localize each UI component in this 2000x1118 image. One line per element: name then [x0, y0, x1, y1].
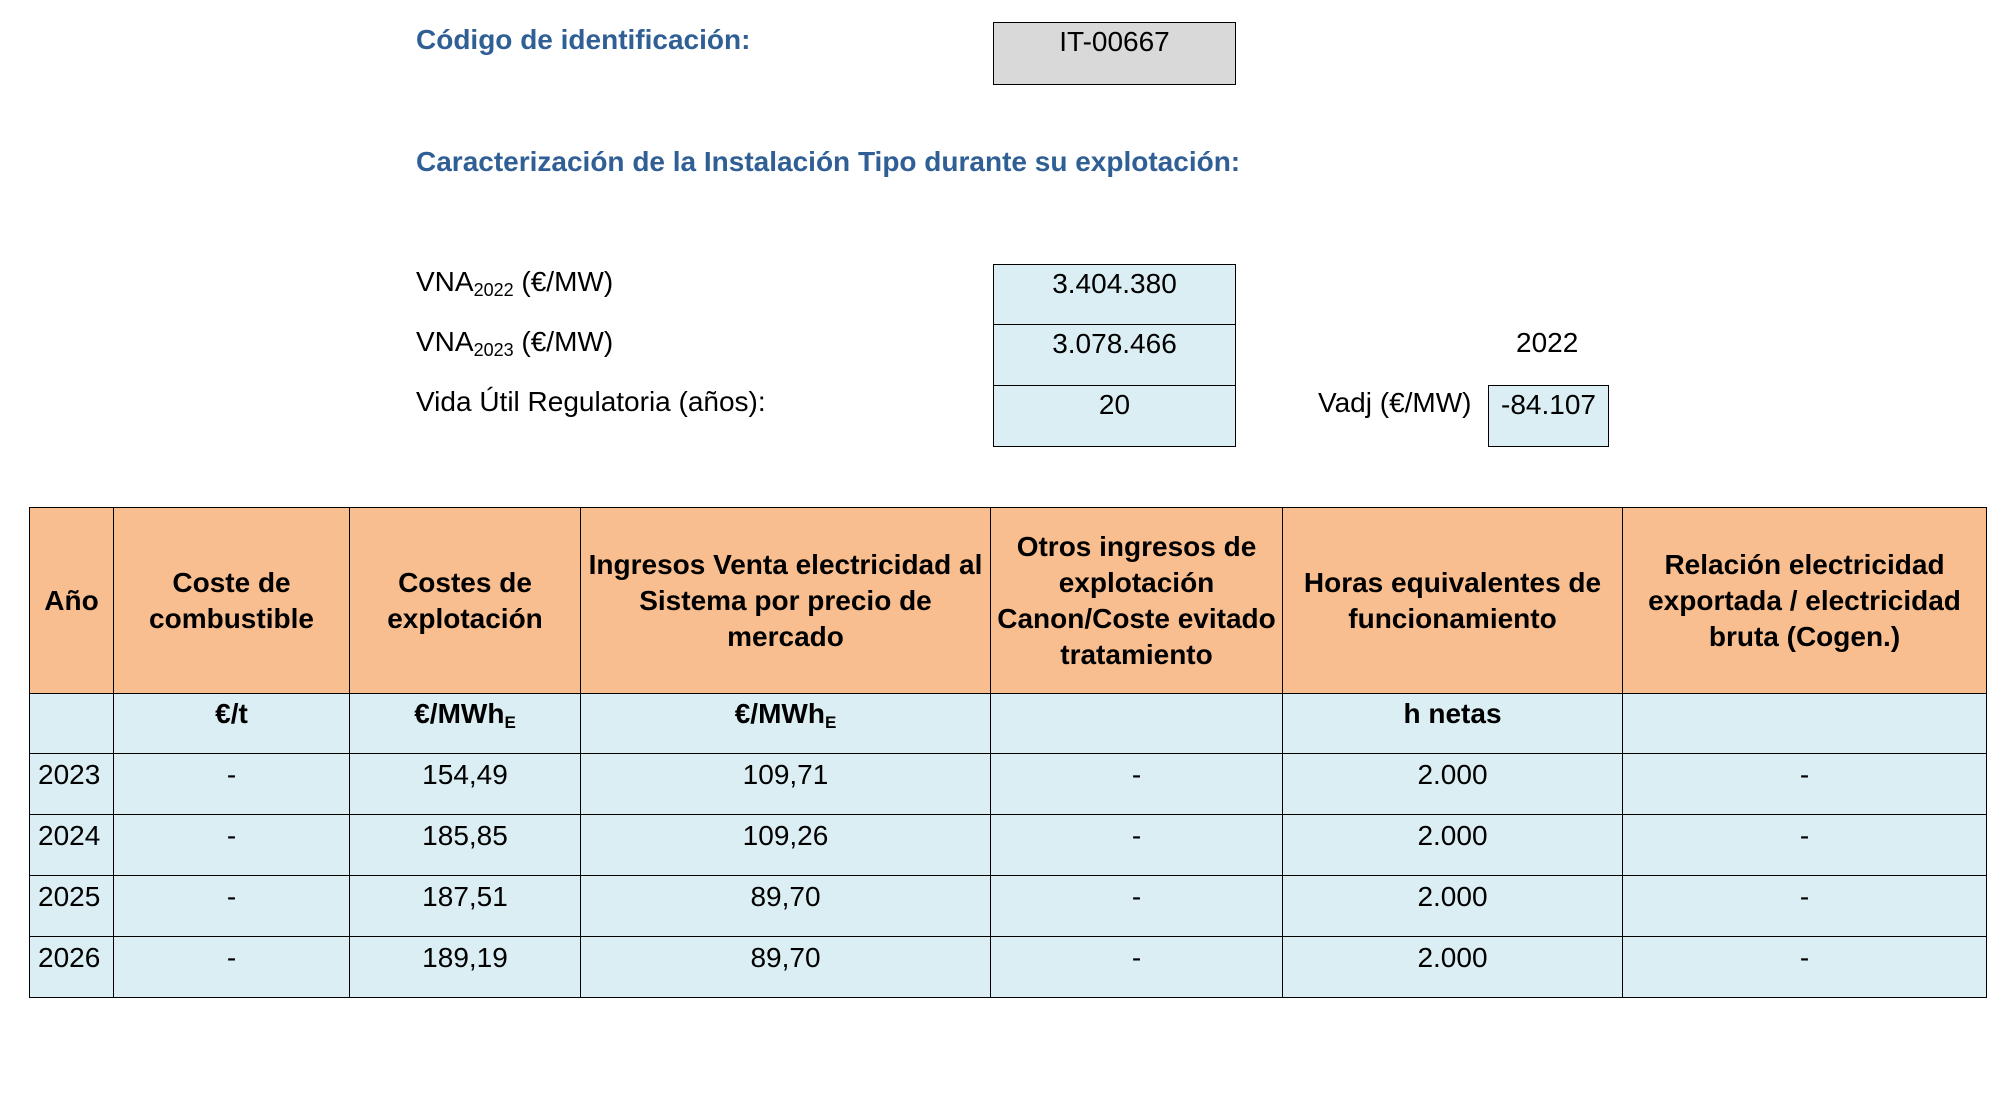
table-cell[interactable]: 154,49	[350, 754, 581, 815]
vna2022-label-sub: 2022	[473, 280, 514, 300]
id-label: Código de identificación:	[416, 24, 751, 55]
table-cell[interactable]: 89,70	[581, 937, 991, 998]
table-cell[interactable]: 189,19	[350, 937, 581, 998]
table-cell[interactable]: -	[991, 754, 1283, 815]
vida-util-label: Vida Útil Regulatoria (años):	[416, 386, 766, 417]
table-cell[interactable]: -	[114, 815, 350, 876]
table-cell[interactable]: -	[991, 815, 1283, 876]
table-cell[interactable]: 2.000	[1283, 876, 1623, 937]
unit-cell	[30, 694, 114, 754]
table-cell[interactable]: -	[991, 937, 1283, 998]
table-cell[interactable]: 2.000	[1283, 754, 1623, 815]
section-title: Caracterización de la Instalación Tipo durante su explotación:	[416, 146, 1241, 177]
year-cell[interactable]: 2025	[30, 876, 114, 937]
table-cell[interactable]: 109,71	[581, 754, 991, 815]
vna2022-value-cell[interactable]: 3.404.380	[993, 264, 1236, 326]
table-cell[interactable]: -	[1623, 937, 1987, 998]
unit-cell	[1623, 694, 1987, 754]
vna2023-label-sub: 2023	[473, 340, 514, 360]
header-cell: Otros ingresos de explotación Canon/Coste evitado tratamiento	[991, 508, 1283, 694]
table-cell[interactable]: -	[1623, 876, 1987, 937]
table-row	[30, 937, 1987, 998]
table-row	[30, 754, 1987, 815]
year-cell[interactable]: 2024	[30, 815, 114, 876]
header-cell: Costes de explotación	[350, 508, 581, 694]
table-cell[interactable]: 109,26	[581, 815, 991, 876]
unit-cell: €/MWh$_E$	[350, 694, 581, 754]
table-row	[30, 876, 1987, 937]
table-cell[interactable]: -	[991, 876, 1283, 937]
header-cell: Año	[30, 508, 114, 694]
vna2023-label-main: VNA	[416, 326, 474, 357]
table-cell[interactable]: -	[114, 937, 350, 998]
table-cell[interactable]: 89,70	[581, 876, 991, 937]
header-row	[30, 508, 1987, 694]
vna2023-label-unit: (€/MW)	[513, 326, 614, 357]
table-cell[interactable]: -	[114, 876, 350, 937]
year-label: 2022	[1516, 327, 1579, 358]
year-cell[interactable]: 2023	[30, 754, 114, 815]
vna2023-label	[416, 326, 613, 361]
vadj-label: Vadj (€/MW)	[1318, 387, 1472, 418]
year-cell[interactable]: 2026	[30, 937, 114, 998]
header-cell: Coste de combustible	[114, 508, 350, 694]
vna2022-label-unit: (€/MW)	[513, 266, 614, 297]
table-cell[interactable]: -	[1623, 754, 1987, 815]
id-value-cell[interactable]: IT-00667	[993, 22, 1236, 85]
operation-table	[29, 507, 1987, 998]
table-cell[interactable]: 2.000	[1283, 815, 1623, 876]
vna2022-label	[416, 266, 613, 301]
vna2022-label-main: VNA	[416, 266, 474, 297]
table-cell[interactable]: -	[114, 754, 350, 815]
vida-util-value-cell[interactable]: 20	[993, 385, 1236, 447]
table-cell[interactable]: 2.000	[1283, 937, 1623, 998]
unit-cell: €/t	[114, 694, 350, 754]
units-row	[30, 694, 1987, 754]
vna2023-value-cell[interactable]: 3.078.466	[993, 324, 1236, 387]
header-cell: Ingresos Venta electricidad al Sistema por precio de mercado	[581, 508, 991, 694]
unit-cell: h netas	[1283, 694, 1623, 754]
table-cell[interactable]: -	[1623, 815, 1987, 876]
table-cell[interactable]: 187,51	[350, 876, 581, 937]
unit-cell: €/MWh$_E$	[581, 694, 991, 754]
header-cell: Relación electricidad exportada / electricidad bruta (Cogen.)	[1623, 508, 1987, 694]
header-cell: Horas equivalentes de funcionamiento	[1283, 508, 1623, 694]
table-cell[interactable]: 185,85	[350, 815, 581, 876]
unit-cell	[991, 694, 1283, 754]
table-row	[30, 815, 1987, 876]
vadj-value-cell[interactable]: -84.107	[1488, 385, 1609, 447]
